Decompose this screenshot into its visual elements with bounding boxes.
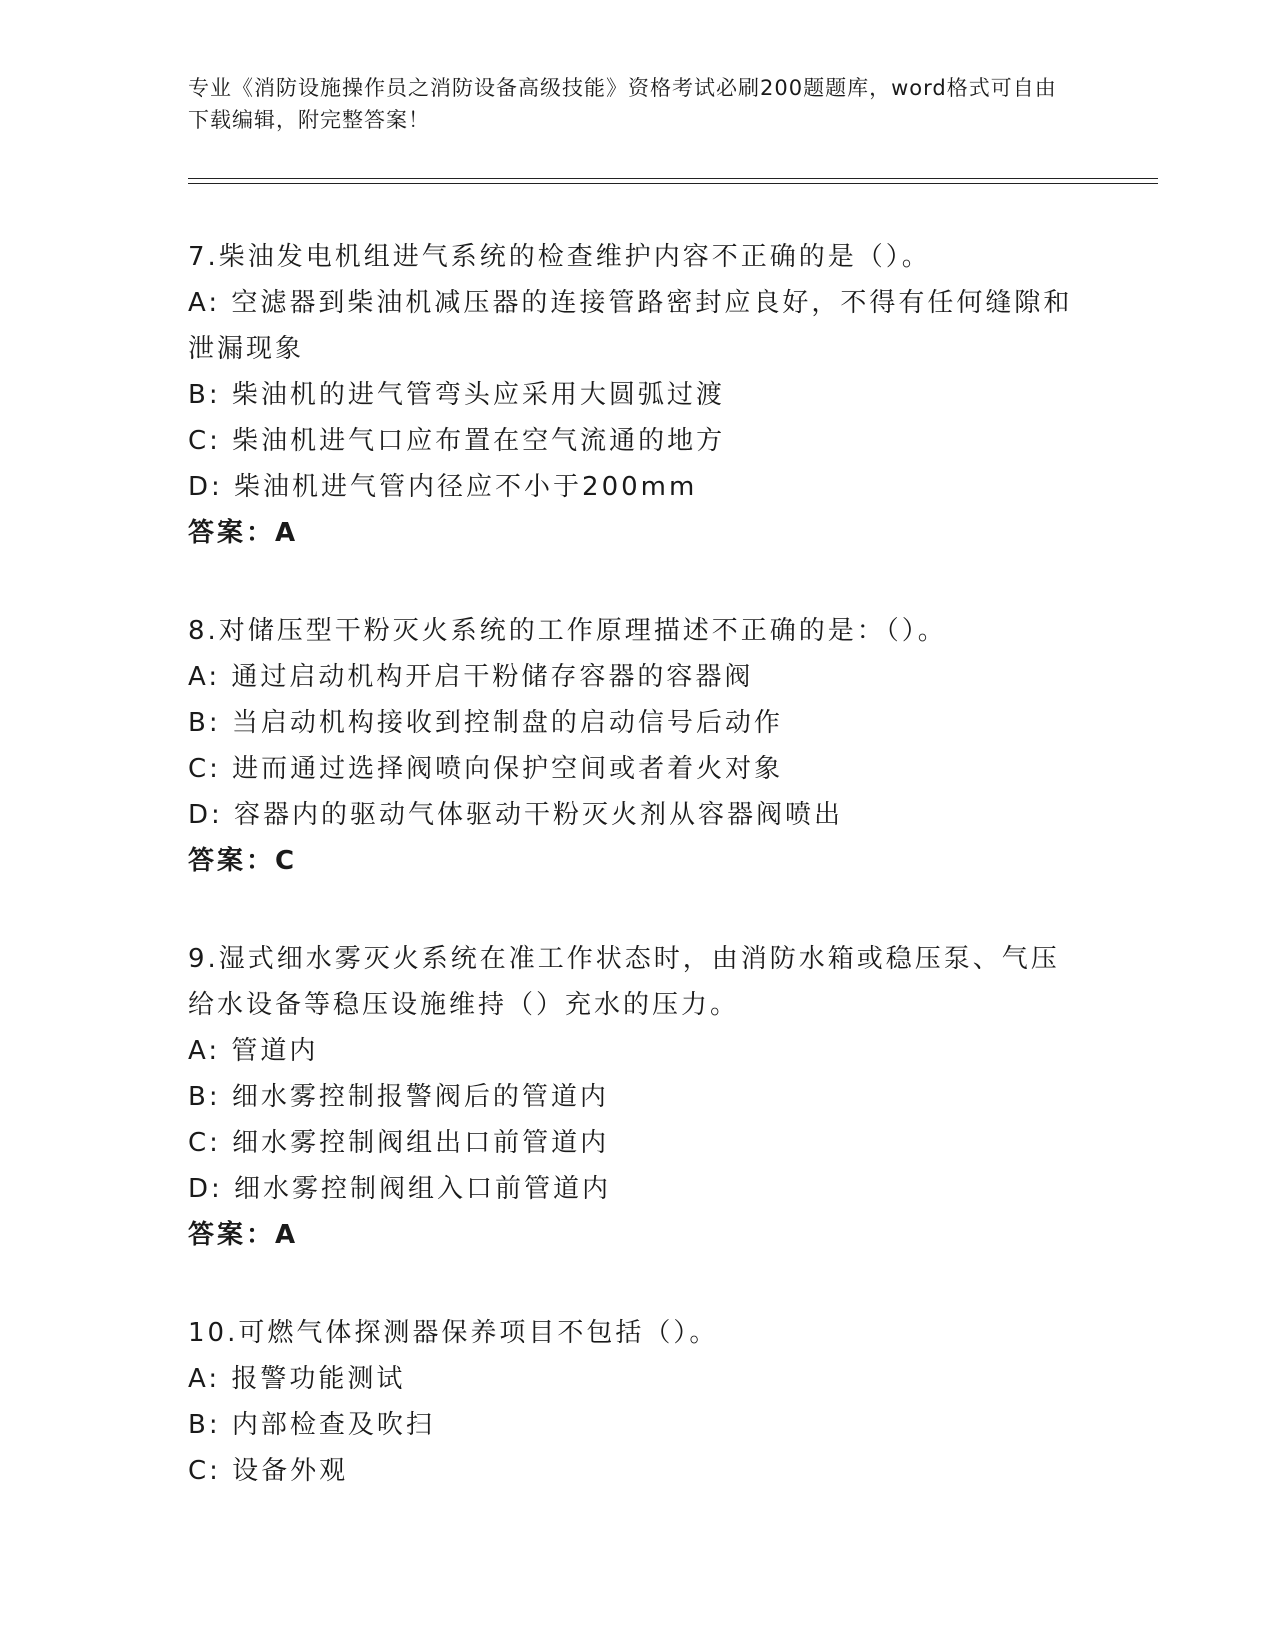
option-a: A: 报警功能测试 xyxy=(188,1364,406,1394)
question-stem: 8.对储压型干粉灭火系统的工作原理描述不正确的是：（）。 xyxy=(188,616,947,646)
option-c: C: 柴油机进气口应布置在空气流通的地方 xyxy=(188,426,726,456)
document-header: 专业《消防设施操作员之消防设备高级技能》资格考试必刷200题题库，word格式可自由下载编辑，附完整答案！ xyxy=(188,76,1057,132)
question-7 xyxy=(188,234,1088,556)
option-d: D: 柴油机进气管内径应不小于200mm xyxy=(188,472,698,502)
option-a: A: 通过启动机构开启干粉储存容器的容器阀 xyxy=(188,662,754,692)
question-stem: 10.可燃气体探测器保养项目不包括（）。 xyxy=(188,1318,719,1348)
header-divider-top xyxy=(188,178,1158,179)
option-a: A: 管道内 xyxy=(188,1036,319,1066)
question-9 xyxy=(188,936,1088,1258)
option-d: D: 细水雾控制阀组入口前管道内 xyxy=(188,1174,612,1204)
option-b: B: 当启动机构接收到控制盘的启动信号后动作 xyxy=(188,708,783,738)
answer: 答案：C xyxy=(188,846,298,876)
option-c: C: 进而通过选择阀喷向保护空间或者着火对象 xyxy=(188,754,784,784)
question-stem: 9.湿式细水雾灭火系统在准工作状态时，由消防水箱或稳压泵、气压给水设备等稳压设施维持（）充水的压力。 xyxy=(188,944,1060,1020)
option-d: D: 容器内的驱动气体驱动干粉灭火剂从容器阀喷出 xyxy=(188,800,844,830)
option-b: B: 内部检查及吹扫 xyxy=(188,1410,435,1440)
question-stem: 7.柴油发电机组进气系统的检查维护内容不正确的是（）。 xyxy=(188,242,931,272)
question-8 xyxy=(188,608,1088,884)
question-10 xyxy=(188,1310,1088,1494)
option-a: A: 空滤器到柴油机减压器的连接管路密封应良好，不得有任何缝隙和泄漏现象 xyxy=(188,288,1073,364)
answer: 答案：A xyxy=(188,518,299,548)
question-list xyxy=(188,234,1088,1546)
option-b: B: 细水雾控制报警阀后的管道内 xyxy=(188,1082,609,1112)
header-divider-bottom xyxy=(188,183,1158,184)
answer: 答案：A xyxy=(188,1220,299,1250)
option-c: C: 细水雾控制阀组出口前管道内 xyxy=(188,1128,610,1158)
option-c: C: 设备外观 xyxy=(188,1456,349,1486)
option-b: B: 柴油机的进气管弯头应采用大圆弧过渡 xyxy=(188,380,725,410)
